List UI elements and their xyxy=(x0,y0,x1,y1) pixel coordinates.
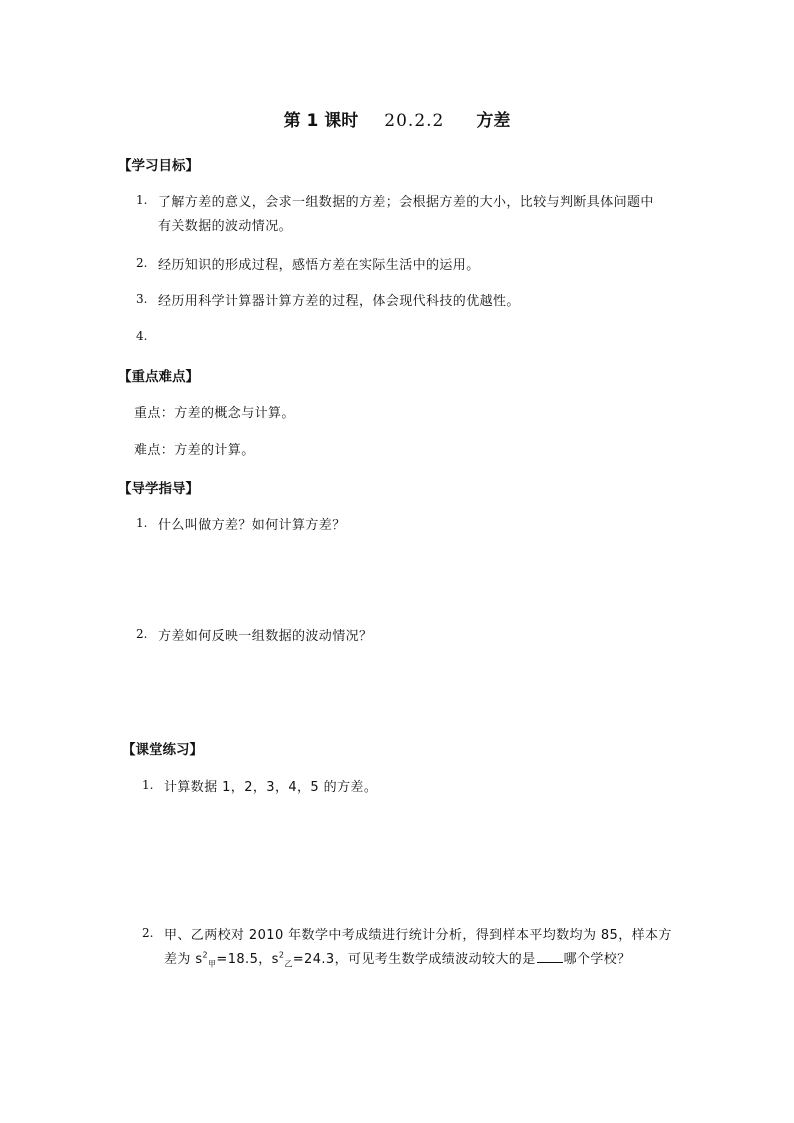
objective-3-text: 经历用科学计算器计算方差的过程，体会现代科技的优越性。 xyxy=(158,294,520,309)
guide-2-number: 2. xyxy=(136,627,148,641)
lesson-label: 第 1 课时 xyxy=(283,111,359,131)
guide-2-text: 方差如何反映一组数据的波动情况？ xyxy=(158,629,373,644)
guide-1-number: 1. xyxy=(136,516,148,530)
practice-2-number: 2. xyxy=(142,926,154,940)
section-number: 20.2.2 xyxy=(384,111,445,131)
objective-2-number: 2. xyxy=(136,256,148,270)
objective-4-number: 4. xyxy=(136,329,148,343)
practice-2-line-2: 差为 $s^2_甲=18.5$，$s^2_乙=24.3$，可见考生数学成绩波动较大的是 哪个学校？ xyxy=(164,950,631,969)
objective-2-text: 经历知识的形成过程，感悟方差在实际生活中的运用。 xyxy=(158,258,480,273)
topic-title: 方差 xyxy=(476,111,511,131)
difficulty-text: 难点：方差的计算。 xyxy=(134,443,255,458)
answer-blank[interactable] xyxy=(537,962,563,963)
objective-1-number: 1. xyxy=(136,193,148,207)
guide-1-text: 什么叫做方差？如何计算方差？ xyxy=(158,518,346,533)
focus-text: 重点：方差的概念与计算。 xyxy=(134,406,295,421)
practice-1-number: 1. xyxy=(142,778,154,792)
key-points-heading: 【重点难点】 xyxy=(118,369,199,385)
guide-heading: 【导学指导】 xyxy=(118,481,199,497)
objective-1-line-1: 了解方差的意义，会求一组数据的方差；会根据方差的大小，比较与判断具体问题中 xyxy=(158,195,654,210)
objective-3-number: 3. xyxy=(136,292,148,306)
practice-heading: 【课堂练习】 xyxy=(122,742,203,758)
objectives-heading: 【学习目标】 xyxy=(118,158,199,174)
objective-1-line-2: 有关数据的波动情况。 xyxy=(158,219,293,234)
practice-1-text: 计算数据 1，2，3，4，5 的方差。 xyxy=(164,780,378,795)
practice-2-line-1: 甲、乙两校对 2010 年数学中考成绩进行统计分析，得到样本平均数均为 85，样本方 xyxy=(164,928,672,943)
page-title xyxy=(0,106,794,131)
